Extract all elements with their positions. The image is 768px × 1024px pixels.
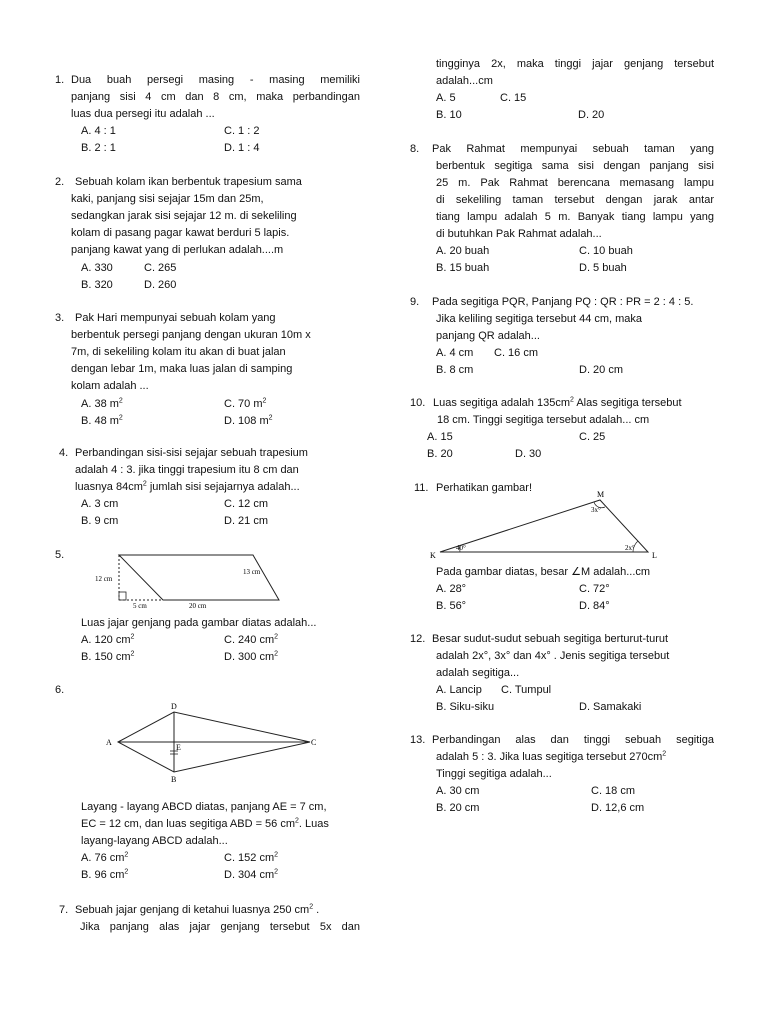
option-a[interactable]: A. 76 $cm^2$ [81,851,129,864]
option-c[interactable]: C. 12 cm [224,498,269,510]
height-label: 12 cm [95,575,113,583]
question-number: 9. [410,296,420,308]
option-a[interactable]: A. 4 cm [436,347,474,359]
vertex-c-label: C [311,738,317,747]
question-text: Besar sudut-sudut sebuah segitiga berturut-turut [432,633,669,645]
option-a[interactable]: A. 3 cm [81,498,119,510]
question-number: 2. [55,176,65,188]
question-text: Sebuah jajar genjang di ketahui luasnya 250 $cm^2$ . [75,903,320,916]
question-text: luas dua persegi itu adalah ... [71,108,215,120]
option-d[interactable]: D. 12,6 cm [591,802,645,814]
question-text: berbentuk segitiga sama sisi dengan panjang sisi [436,160,714,172]
question-text: layang-layang ABCD adalah... [81,835,228,847]
offset-label: 5 cm [133,602,147,610]
question-number: 1. [55,74,65,86]
kite-figure [100,698,370,798]
option-a[interactable]: A. 38 $m^2$ [81,397,123,410]
option-c[interactable]: C. 18 cm [591,785,636,797]
question-11 [414,480,714,615]
question-text: Pada gambar diatas, besar ∠M adalah...cm [436,566,651,578]
option-d[interactable]: D. 21 cm [224,515,269,527]
point-e-label: E [176,743,181,752]
question-text: kolam di pasang pagar kawat berduri 5 lapis. [71,227,290,239]
option-a[interactable]: A. 4 : 1 [81,125,116,137]
question-text: luasnya $84cm^2$ jumlah sisi sejajarnya adalah... [75,480,300,493]
side-label: 13 cm [243,568,261,576]
question-text: 7m, di sekeliling kolam itu akan di buat jalan [71,346,286,358]
question-number: 10. [410,397,426,409]
option-c[interactable]: C. 152 $cm^2$ [224,851,279,864]
question-text: panjang sisi 4 cm dan 8 cm, maka perbandingan [71,91,360,103]
option-b[interactable]: B. 10 [436,109,462,121]
question-text: Sebuah kolam ikan berbentuk trapesium sama [75,176,302,188]
question-7-continued [436,56,714,121]
option-d[interactable]: D. 108 $m^2$ [224,414,273,427]
question-text: adalah 4 : 3. jika tinggi trapesium itu 8 cm dan [75,464,299,476]
question-text: Tinggi segitiga adalah... [436,768,552,780]
option-b[interactable]: B. 56° [436,600,467,612]
question-number: 13. [410,734,426,746]
angle-k-label: 40° [456,544,466,552]
question-text: Perhatikan gambar! [436,482,532,494]
question-6 [55,682,360,882]
option-c[interactable]: C. Tumpul [501,684,552,696]
question-text: 18 cm. Tinggi segitiga tersebut adalah... cm [437,414,650,426]
question-text: Perbandingan alas dan tinggi sebuah segitiga [432,734,714,746]
option-d[interactable]: D. Samakaki [579,701,642,713]
question-text: Layang - layang ABCD diatas, panjang AE = 7 cm, [81,801,327,813]
question-text: Luas jajar genjang pada gambar diatas adalah... [81,617,317,629]
question-text: di butuhkan Pak Rahmat adalah... [436,228,602,240]
question-text: adalah 5 : 3. Jika luas segitiga tersebut $270cm^2$ [436,750,667,763]
right-column [384,0,768,1024]
question-text: dengan lebar 1m, maka luas jalan di samping [71,363,293,375]
option-b[interactable]: B. 8 cm [436,364,474,376]
vertex-b-label: B [171,775,177,784]
option-d[interactable]: D. 260 [144,279,177,291]
option-a[interactable]: A. 330 [81,262,113,274]
question-text: EC = 12 cm, dan luas segitiga ABD = 56 $cm^2$. Luas [81,817,329,830]
option-d[interactable]: D. 84° [579,600,610,612]
question-text: adalah 2x°, 3x° dan 4x° . Jenis segitiga tersebut [436,650,670,662]
parallelogram-figure [93,551,283,613]
question-text: Jika panjang alas jajar genjang tersebut 5x dan [80,921,360,933]
option-a[interactable]: A. Lancip [436,684,482,696]
vertex-m-label: M [597,490,605,499]
option-d[interactable]: D. 5 buah [579,262,627,274]
base-label: 20 cm [189,602,207,610]
option-d[interactable]: D. 20 cm [579,364,624,376]
option-c[interactable]: C. 15 [500,92,527,104]
option-c[interactable]: C. 70 $m^2$ [224,397,267,410]
option-b[interactable]: B. Siku-siku [436,701,495,713]
option-b[interactable]: B. 150 $cm^2$ [81,650,135,663]
question-number: 6. [55,684,65,696]
option-b[interactable]: B. 320 [81,279,113,291]
triangle-klm-figure [430,488,670,560]
question-text: adalah segitiga... [436,667,520,679]
option-d[interactable]: D. 20 [578,109,605,121]
question-text: berbentuk persegi panjang dengan ukuran 10m x [71,329,311,341]
question-text: kaki, panjang sisi sejajar 15m dan 25m, [71,193,264,205]
option-a[interactable]: A. 30 cm [436,785,480,797]
question-text: tiang lampu adalah 5 m. Banyak tiang lampu yang [436,211,714,223]
question-text: Pak Hari mempunyai sebuah kolam yang [75,312,276,324]
question-text: 25 m. Pak Rahmat berencana memasang lampu [436,177,714,189]
option-c[interactable]: C. 16 cm [494,347,539,359]
question-number: 11. [414,482,429,494]
question-number: 5. [55,549,65,561]
option-c[interactable]: C. 1 : 2 [224,125,260,137]
option-c[interactable]: C. 10 buah [579,245,633,257]
question-text: di sekeliling taman tersebut dengan jarak antar [436,194,714,206]
question-text: Pada segitiga PQR, Panjang PQ : QR : PR = 2 : 4 : 5. [432,296,694,308]
option-a[interactable]: A. 15 [427,431,453,443]
question-text: Perbandingan sisi-sisi sejajar sebuah trapesium [75,447,308,459]
option-b[interactable]: B. 20 cm [436,802,480,814]
question-text: Dua buah persegi masing - masing memiliki [71,74,360,86]
option-d[interactable]: D. 300 $cm^2$ [224,650,279,663]
question-text: kolam adalah ... [71,380,149,392]
question-number: 7. [59,904,69,916]
option-c[interactable]: C. 25 [579,431,606,443]
angle-m-label: 3x° [591,506,601,514]
option-b[interactable]: B. 2 : 1 [81,142,116,154]
option-a[interactable]: A. 28° [436,583,467,595]
question-text: panjang QR adalah... [436,330,540,342]
vertex-k-label: K [430,551,436,560]
option-c[interactable]: C. 265 [144,262,177,274]
question-number: 4. [59,447,69,459]
option-d[interactable]: D. 1 : 4 [224,142,260,154]
question-5 [55,547,360,667]
option-b[interactable]: B. 9 cm [81,515,119,527]
option-b[interactable]: B. 20 [427,448,453,460]
question-text: Luas segitiga adalah $135cm^2$ Alas segitiga tersebut [433,396,682,409]
option-a[interactable]: A. 120 $cm^2$ [81,633,135,646]
vertex-a-label: A [106,738,112,747]
option-b[interactable]: B. 96 $cm^2$ [81,868,129,881]
question-number: 8. [410,143,420,155]
question-text: sedangkan jarak sisi sejajar 12 m. di sekeliling [71,210,297,222]
question-text: Pak Rahmat mempunyai sebuah taman yang [432,143,714,155]
question-text: adalah...cm [436,75,493,87]
option-b[interactable]: B. 15 buah [436,262,490,274]
question-number: 3. [55,312,65,324]
option-c[interactable]: C. 240 $cm^2$ [224,633,279,646]
vertex-l-label: L [652,551,657,560]
option-a[interactable]: A. 5 [436,92,456,104]
question-text: tingginya 2x, maka tinggi jajar genjang tersebut [436,58,714,70]
question-text: panjang kawat yang di perlukan adalah....m [71,244,284,256]
option-d[interactable]: D. 30 [515,448,542,460]
option-d[interactable]: D. 304 $cm^2$ [224,868,279,881]
question-text: Jika keliling segitiga tersebut 44 cm, maka [436,313,643,325]
option-c[interactable]: C. 72° [579,583,610,595]
angle-l-label: 2x° [625,544,635,552]
option-b[interactable]: B. 48 $m^2$ [81,414,123,427]
vertex-d-label: D [171,702,177,711]
question-number: 12. [410,633,426,645]
option-a[interactable]: A. 20 buah [436,245,490,257]
